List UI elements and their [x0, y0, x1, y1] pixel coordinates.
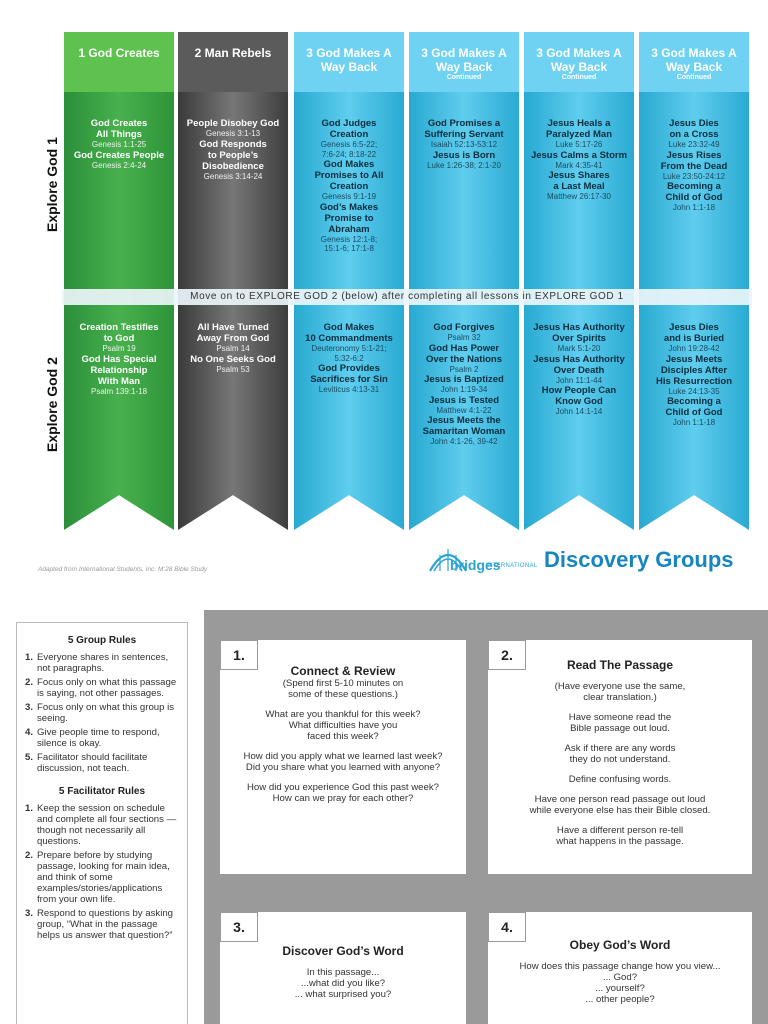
lesson-title: Creation [329, 181, 369, 192]
rule-number: 1. [25, 652, 34, 663]
rule-number: 2. [25, 677, 34, 688]
step-line: some of these questions.) [288, 689, 398, 700]
lesson-title: God Has Special [81, 353, 157, 365]
step-line: ... yourself? [595, 983, 645, 994]
scripture-reference: Luke 24:13-35 [668, 386, 720, 396]
facilitator-rules-title: 5 Facilitator Rules [58, 786, 146, 797]
step-line: Did you share what you learned with anyone? [245, 762, 441, 773]
lesson-title: Promises to All [314, 170, 384, 181]
scripture-reference: Genesis 3:1-13 [205, 129, 261, 138]
scripture-reference: Mark 4:35-41 [555, 160, 603, 170]
scripture-reference: Psalm 14 [216, 344, 250, 353]
lesson-title: People Disobey God [186, 118, 280, 129]
lesson-title: His Resurrection [655, 375, 733, 387]
lesson-title: From the Dead [660, 160, 728, 172]
ribbon-banner [409, 32, 519, 530]
lesson-title: a Last Meal [553, 181, 605, 192]
rule-number: 1. [25, 803, 34, 814]
lesson-title: God Provides [318, 363, 380, 374]
scripture-reference: Psalm 139:1-18 [90, 386, 148, 396]
rule-text: Everyone shares in sentences, not paragraphs. [37, 652, 169, 674]
scripture-reference: John 4:1-26, 39-42 [430, 437, 498, 446]
step-number: 4. [488, 912, 526, 942]
logo-international-text: INTERNATIONAL [486, 563, 538, 569]
step-line: (Have everyone use the same, [554, 681, 686, 692]
column-header [524, 32, 634, 92]
rule-number: 2. [25, 850, 34, 861]
lesson-title: Creation [329, 129, 369, 140]
lesson-title: God Makes [323, 322, 375, 333]
lesson-title: Jesus is Tested [428, 394, 500, 406]
ribbon-banner [639, 32, 749, 530]
lesson-title: Child of God [665, 192, 723, 203]
step-line: Ask if there are any words [564, 743, 676, 754]
step-line: while everyone else has their Bible closed. [529, 805, 711, 816]
step-line: ... God? [602, 972, 638, 983]
step-line: What are you thankful for this week? [265, 709, 421, 720]
facilitator-rules-list [25, 803, 179, 941]
ribbon-banner [64, 32, 174, 530]
lesson-title: God Has Power [428, 342, 500, 354]
lesson-title: Abraham [328, 223, 370, 235]
lesson-title: God Promises a [427, 118, 501, 129]
adapted-credit: Adapted from International Students, Inc. M:28 Bible Study [38, 566, 208, 573]
column-header [64, 32, 174, 92]
column-title: 3 God Makes A Way Back [651, 46, 737, 74]
lesson-title: How People Can [541, 385, 617, 396]
rule-number: 4. [25, 727, 34, 738]
scripture-reference: 5:32-6:2 [334, 353, 364, 363]
scripture-reference: John 1:1-18 [672, 418, 716, 427]
lesson-title: Jesus is Born [432, 149, 496, 161]
lesson-title: With Man [97, 375, 141, 387]
step-line: Define confusing words. [568, 774, 672, 785]
column-header [639, 32, 749, 92]
step-line: Have someone read the [568, 712, 672, 723]
lesson-title: Becoming a [667, 181, 721, 192]
rule-text: Respond to questions by asking group, “What in the passage helps us answer that question?” [37, 908, 173, 941]
explore-god-1-lessons [526, 118, 632, 202]
step-line: Bible passage out loud. [570, 723, 670, 734]
rule-text: Facilitator should facilitate discussion, not teach. [37, 752, 148, 774]
column-title: 3 God Makes A Way Back [306, 46, 392, 74]
lesson-title: God’s Makes [319, 201, 379, 213]
ribbon-banner [524, 32, 634, 530]
lesson-title: Disobedience [202, 160, 264, 172]
scripture-reference: Genesis 2:4-24 [91, 160, 147, 170]
ribbon-banner [294, 32, 404, 530]
scripture-reference: Luke 23:50-24:12 [662, 171, 726, 181]
lesson-title: All Have Turned [197, 322, 269, 333]
scripture-reference: John 14:1-14 [555, 407, 603, 416]
scripture-reference: Psalm 2 [449, 364, 479, 374]
scripture-reference: Genesis 1:1-25 [91, 140, 147, 149]
rule-item [25, 652, 179, 674]
lesson-title: Disciples After [660, 364, 728, 376]
step-card-read-passage [488, 640, 752, 874]
explore-god-2-lessons [180, 322, 286, 374]
step-line: they do not understand. [569, 754, 671, 765]
step-line: (Spend first 5-10 minutes on [282, 678, 404, 689]
scripture-reference: Psalm 53 [216, 364, 250, 374]
scripture-reference: Deuteronomy 5:1-21; [311, 344, 387, 353]
step-line: What difficulties have you [288, 720, 398, 731]
lesson-title: No One Seeks God [190, 353, 276, 365]
scripture-reference: Genesis 12:1-8; [320, 234, 378, 244]
scripture-reference: John 11:1-44 [555, 375, 603, 385]
lesson-title: to God [103, 333, 135, 344]
step-number: 3. [220, 912, 258, 942]
column-title: 3 God Makes A Way Back [536, 46, 622, 74]
lesson-title: Samaritan Woman [422, 426, 506, 437]
lesson-title: God Responds [199, 138, 267, 150]
lesson-title: All Things [96, 129, 142, 140]
explore-god-1-lessons [180, 118, 286, 181]
lesson-title: Child of God [665, 407, 723, 418]
lesson-title: God Makes [323, 159, 375, 170]
step-line: ... what surprised you? [294, 989, 392, 1000]
explore-god-2-lessons [641, 322, 747, 428]
lesson-title: and is Buried [663, 333, 725, 344]
step-line: ... other people? [585, 994, 655, 1005]
step-card-connect-review [220, 640, 466, 874]
rule-number: 3. [25, 908, 34, 919]
step-number: 1. [220, 640, 258, 670]
step-line: what happens in the passage. [556, 836, 684, 847]
group-rules-title: 5 Group Rules [67, 635, 137, 646]
column-subtitle: Continued [561, 74, 597, 81]
rule-item [25, 908, 179, 941]
lesson-title: Relationship [90, 364, 148, 376]
lesson-title: Jesus Shares [548, 170, 610, 181]
column-title: 3 God Makes A Way Back [421, 46, 507, 74]
step-line: Have a different person re-tell [556, 825, 684, 836]
scripture-reference: Luke 5:17-26 [555, 140, 603, 149]
step-line: Have one person read passage out loud [534, 794, 706, 805]
step-card-discover [220, 912, 466, 1024]
lesson-title: God Creates People [73, 149, 165, 161]
scripture-reference: 7:6-24; 8:18-22 [321, 149, 377, 159]
explore-god-1-lessons [66, 118, 172, 170]
explore-god-1-lessons [641, 118, 747, 213]
step-line: How does this passage change how you view... [519, 961, 721, 972]
rule-text: Keep the session on schedule and complete all four sections — though not necessarily all questions. [37, 803, 177, 847]
lesson-title: Jesus Calms a Storm [530, 149, 628, 161]
lesson-title: God Judges [321, 118, 377, 129]
scripture-reference: Mark 5:1-20 [557, 344, 601, 353]
lesson-title: Away From God [196, 333, 270, 344]
explore-god-2-lessons [411, 322, 517, 447]
step-line: How can we pray for each other? [272, 793, 414, 804]
scripture-reference: Luke 1:26-38; 2:1-20 [427, 160, 501, 170]
scripture-reference: Genesis 9:1-19 [321, 192, 377, 201]
rule-item [25, 803, 179, 847]
rule-item [25, 850, 179, 905]
explore-god-1-label: Explore God 1 [44, 137, 60, 232]
step-line: How did you experience God this past week? [247, 782, 439, 793]
lesson-title: Jesus Has Authority [533, 322, 625, 333]
step-title: Read The Passage [566, 658, 674, 672]
rule-text: Focus only on what this group is seeing. [37, 702, 175, 724]
step-line: faced this week? [307, 731, 379, 742]
explore-transition-strip: Move on to EXPLORE GOD 2 (below) after completing all lessons in EXPLORE GOD 1 [62, 289, 752, 305]
scripture-reference: Psalm 19 [102, 344, 136, 353]
explore-god-2-lessons [526, 322, 632, 417]
lesson-title: Over the Nations [425, 353, 503, 365]
lesson-title: Jesus Heals a [547, 118, 611, 129]
step-title: Obey God’s Word [569, 938, 671, 952]
lesson-title: Over Death [553, 364, 605, 376]
column-title: 2 Man Rebels [194, 46, 272, 60]
lesson-title: to People’s [207, 149, 259, 161]
lesson-title: Creation Testifies [79, 322, 159, 333]
column-subtitle: Continued [676, 74, 712, 81]
explore-god-2-lessons [296, 322, 402, 395]
rule-item [25, 752, 179, 774]
column-subtitle: Continued [446, 74, 482, 81]
rule-number: 5. [25, 752, 34, 763]
rule-text: Focus only on what this passage is saying, not other passages. [37, 677, 177, 699]
scripture-reference: Genesis 3:14-24 [203, 171, 263, 181]
rule-item [25, 677, 179, 699]
rule-item [25, 702, 179, 724]
column-header [294, 32, 404, 92]
rule-text: Prepare before by studying passage, looking for main idea, and think of some examples/stories/applications from your own life. [37, 850, 170, 905]
logo-bridges-text: bridges [450, 557, 501, 573]
scripture-reference: John 1:1-18 [672, 203, 716, 212]
scripture-reference: Leviticus 4:13-31 [318, 385, 380, 394]
lesson-title: Paralyzed Man [546, 129, 612, 140]
scripture-reference: Luke 23:32-49 [668, 140, 720, 149]
rule-item [25, 727, 179, 749]
scripture-reference: Psalm 32 [447, 333, 481, 342]
scripture-reference: Isaiah 52:13-53:12 [430, 140, 498, 149]
step-title: Discover God’s Word [282, 944, 404, 958]
lesson-title: Jesus Meets [665, 353, 723, 365]
column-header [409, 32, 519, 92]
lesson-title: Jesus is Baptized [424, 374, 504, 385]
scripture-reference: Matthew 26:17-30 [546, 192, 612, 201]
step-number: 2. [488, 640, 526, 670]
lesson-title: Becoming a [667, 396, 721, 407]
lesson-title: Jesus Dies [669, 322, 719, 333]
lesson-title: 10 Commandments [305, 333, 393, 344]
scripture-reference: John 19:28-42 [668, 344, 720, 353]
lesson-title: God Forgives [433, 322, 495, 333]
scripture-reference: 15:1-6; 17:1-8 [324, 244, 374, 253]
step-title: Connect & Review [290, 664, 396, 678]
lesson-title: God Creates [90, 118, 148, 129]
step-line: clear translation.) [583, 692, 657, 703]
rules-panel [16, 622, 188, 1024]
rule-text: Give people time to respond, silence is okay. [37, 727, 160, 749]
explore-god-2-lessons [66, 322, 172, 396]
explore-god-2-label: Explore God 2 [44, 357, 60, 452]
step-card-obey [488, 912, 752, 1024]
explore-god-1-lessons [296, 118, 402, 254]
lesson-title: Promise to [324, 212, 374, 224]
step-line: How did you apply what we learned last week? [243, 751, 443, 762]
lesson-title: Jesus Meets the [427, 415, 501, 426]
lesson-title: Jesus Dies [669, 118, 719, 129]
rule-number: 3. [25, 702, 34, 713]
lesson-title: on a Cross [669, 129, 719, 140]
column-header [178, 32, 288, 92]
scripture-reference: John 1:19-34 [440, 385, 488, 394]
discovery-groups-title: Discovery Groups [544, 547, 734, 572]
lesson-title: Over Spirits [552, 333, 606, 344]
lesson-title: Jesus Rises [666, 149, 722, 161]
step-line: In this passage... [306, 967, 380, 978]
lesson-title: Know God [555, 396, 603, 407]
scripture-reference: Matthew 4:1-22 [436, 405, 492, 415]
scripture-reference: Genesis 6:5-22; [320, 140, 378, 149]
explore-god-1-lessons [411, 118, 517, 170]
lesson-title: Sacrifices for Sin [310, 374, 388, 385]
lesson-title: Jesus Has Authority [533, 353, 625, 365]
ribbon-banner [178, 32, 288, 530]
lesson-title: Suffering Servant [424, 129, 504, 140]
group-rules-list [25, 652, 179, 774]
step-line: ...what did you like? [300, 978, 386, 989]
column-title: 1 God Creates [78, 46, 160, 60]
